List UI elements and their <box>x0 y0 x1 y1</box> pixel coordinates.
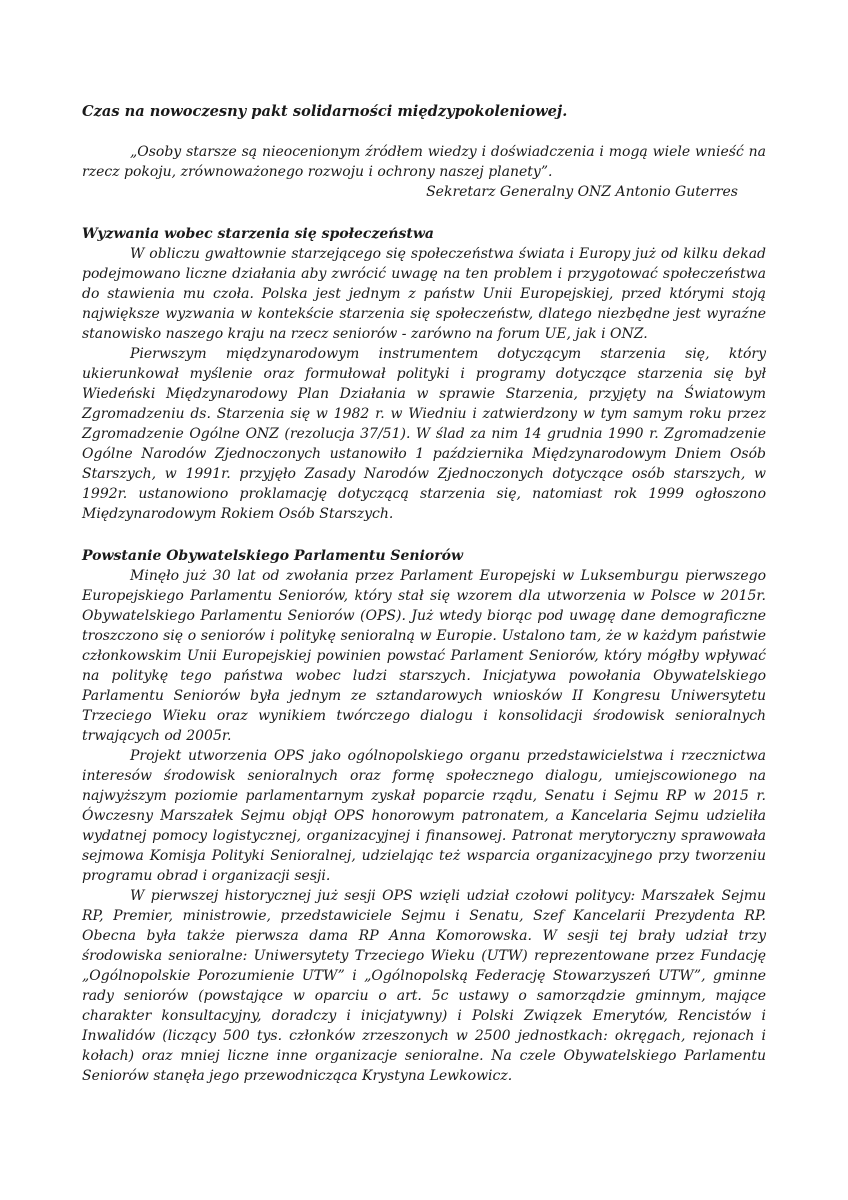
paragraph: Minęło już 30 lat od zwołania przez Parlament Europejski w Luksemburgu pierwszego Europejskiego Parlamentu Seniorów, który stał się wzorem dla utworzenia w Polsce w 2015r. Obywatelskiego Parlamentu Seniorów (OPS). Już wtedy biorąc pod uwagę dane demograficzne troszczono się o seniorów i politykę senioralną w Europie. Ustalono tam, że w każdym państwie członkowskim Unii Europejskiej powinien powstać Parlament Seniorów, który mógłby wpływać na politykę tego państwa wobec ludzi starszych. Inicjatywa powołania Obywatelskiego Parlamentu Seniorów była jednym ze sztandarowych wniosków II Kongresu Uniwersytetu Trzeciego Wieku oraz wynikiem twórczego dialogu i konsolidacji środowisk senioralnych trwających od 2005r. <box>82 568 766 744</box>
quote-author: Sekretarz Generalny ONZ Antonio Guterres <box>426 184 738 200</box>
document-page <box>82 102 766 1086</box>
quote-text: „Osoby starsze są nieocenionym źródłem wiedzy i doświadczenia i mogą wiele wnieść na rzecz pokoju, zrównoważonego rozwoju i ochrony naszej planety”. <box>82 144 766 180</box>
paragraph: W pierwszej historycznej już sesji OPS wzięli udział czołowi politycy: Marszałek Sejmu RP, Premier, ministrowie, przedstawiciele Sejmu i Senatu, Szef Kancelarii Prezydenta RP. Obecna była także pierwsza dama RP Anna Komorowska. W sesji tej brały udział trzy środowiska senioralne: Uniwersytety Trzeciego Wieku (UTW) reprezentowane przez Fundację „Ogólnopolskie Porozumienie UTW” i „Ogólnopolską Federację Stowarzyszeń UTW”, gminne rady seniorów (powstające w oparciu o art. 5c ustawy o samorządzie gminnym, mające charakter konsultacyjny, doradczy i inicjatywny) i Polski Związek Emerytów, Rencistów i Inwalidów (liczący 500 tys. członków zrzeszonych w 2500 jednostkach: okręgach, rejonach i kołach) oraz mniej liczne inne organizacje senioralne. Na czele Obywatelskiego Parlamentu Seniorów stanęła jego przewodnicząca Krystyna Lewkowicz. <box>82 888 766 1084</box>
paragraph: Pierwszym międzynarodowym instrumentem dotyczącym starzenia się, który ukierunkował myślenie oraz formułował polityki i programy dotyczące starzenia się był Wiedeński Międzynarodowy Plan Działania w sprawie Starzenia, przyjęty na Światowym Zgromadzeniu ds. Starzenia się w 1982 r. w Wiedniu i zatwierdzony w tym samym roku przez Zgromadzenie Ogólne ONZ (rezolucja 37/51). W ślad za nim 14 grudnia 1990 r. Zgromadzenie Ogólne Narodów Zjednoczonych ustanowiło 1 października Międzynarodowym Dniem Osób Starszych, w 1991r. przyjęło Zasady Narodów Zjednoczonych dotyczące osób starszych, w 1992r. ustanowiono proklamację dotyczącą starzenia się, natomiast rok 1999 ogłoszono Międzynarodowym Rokiem Osób Starszych. <box>82 346 766 522</box>
section-heading: Wyzwania wobec starzenia się społeczeństwa <box>82 226 434 242</box>
section-parliament <box>82 546 766 1086</box>
section-challenges <box>82 224 766 524</box>
document-title: Czas na nowoczesny pakt solidarności międzypokoleniowej. <box>82 103 568 120</box>
section-heading: Powstanie Obywatelskiego Parlamentu Seniorów <box>82 548 464 564</box>
paragraph: Projekt utworzenia OPS jako ogólnopolskiego organu przedstawicielstwa i rzecznictwa interesów środowisk senioralnych oraz formę społecznego dialogu, umiejscowionego na najwyższym poziomie parlamentarnym zyskał poparcie rządu, Senatu i Sejmu RP w 2015 r. Ówczesny Marszałek Sejmu objął OPS honorowym patronatem, a Kancelaria Sejmu udzieliła wydatnej pomocy logistycznej, organizacyjnej i finansowej. Patronat merytoryczny sprawowała sejmowa Komisja Polityki Senioralnej, udzielając też wsparcia organizacyjnego przy tworzeniu programu obrad i organizacji sesji. <box>82 748 766 884</box>
paragraph: W obliczu gwałtownie starzejącego się społeczeństwa świata i Europy już od kilku dekad podejmowano liczne działania aby zwrócić uwagę na ten problem i przygotować społeczeństwa do stawienia mu czoła. Polska jest jednym z państw Unii Europejskiej, przed którymi stoją największe wyzwania w kontekście starzenia się społeczeństw, dlatego niezbędne jest wyraźne stanowisko naszego kraju na rzecz seniorów - zarówno na forum UE, jak i ONZ. <box>82 246 766 342</box>
